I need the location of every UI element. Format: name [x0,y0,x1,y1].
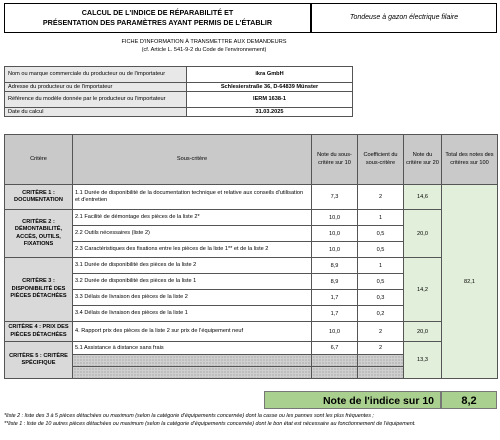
criterion-score: 20,0 [404,210,442,258]
footnote-list-2: *liste 2 : liste des 3 à 5 pièces détachées ou maximum (selon la catégorie d'équipements concernée) dont la casse ou les pannes sont les plus fréquentes ; [4,413,374,419]
table-row [5,210,498,226]
product-type: Tondeuse à gazon électrique filaire [311,3,497,33]
subcriterion-note: 1,7 [312,306,358,322]
subcriterion-label: 3.4 Délais de livraison des pièces de la liste 1 [73,306,312,322]
subcriterion-note: 7,3 [312,185,358,210]
empty-note [312,367,358,379]
subcriterion-coef: 0,2 [358,306,404,322]
total-score: 82,1 [442,185,498,379]
subcriterion-note: 10,0 [312,210,358,226]
subcriterion-note: 10,0 [312,322,358,342]
subcriterion-label: 4. Rapport prix des pièces de la liste 2 sur prix de l'équipement neuf [73,322,312,342]
info-value: Schlesierstraße 36, D-64839 Münster [187,83,353,92]
subcriterion-coef: 2 [358,322,404,342]
subcriterion-label: 2.1 Facilité de démontage des pièces de la liste 2* [73,210,312,226]
info-value: 31.03.2025 [187,108,353,117]
producer-info-table [4,66,353,117]
table-header [5,135,498,185]
criterion-score: 14,2 [404,258,442,322]
empty-coef [358,367,404,379]
criterion-label: CRITÈRE 3 : DISPONIBILITÉ DES PIÈCES DÉTACHÉES [5,258,73,322]
info-key: Référence du modèle donnée par le producteur ou l'importateur [5,92,187,108]
subcriterion-note: 8,9 [312,274,358,290]
subcriterion-coef: 1 [358,258,404,274]
col-note20: Note du critère sur 20 [404,135,442,185]
criterion-score: 14,6 [404,185,442,210]
table-row [5,322,498,342]
subcriterion-coef: 0,5 [358,242,404,258]
info-key: Nom ou marque commerciale du producteur ou de l'importateur [5,67,187,83]
col-note10: Note du sous-critère sur 10 [312,135,358,185]
subcriterion-coef: 0,5 [358,226,404,242]
final-score-value: 8,2 [441,391,497,409]
col-total: Total des notes des critères sur 100 [442,135,498,185]
sheet-line-1: FICHE D'INFORMATION À TRANSMETTRE AUX DEMANDEURS [121,39,287,45]
info-key: Adresse du producteur ou de l'importateur [5,83,187,92]
info-row [5,83,353,92]
table-row [5,342,498,355]
empty-coef [358,355,404,367]
subcriterion-note: 10,0 [312,242,358,258]
table-row [5,185,498,210]
subcriterion-coef: 1 [358,210,404,226]
criterion-label: CRITÈRE 4 : PRIX DES PIÈCES DÉTACHÉES [5,322,73,342]
info-value: IERM 1638-1 [187,92,353,108]
info-row [5,92,353,108]
info-row [5,67,353,83]
subcriterion-coef: 2 [358,185,404,210]
subcriterion-note: 1,7 [312,290,358,306]
subcriterion-label: 3.2 Durée de disponibilité des pièces de la liste 1 [73,274,312,290]
subcriterion-label: 3.1 Durée de disponibilité des pièces de la liste 2 [73,258,312,274]
title-line-2: PRÉSENTATION DES PARAMÈTRES AYANT PERMIS DE L'ÉTABLIR [42,17,273,27]
score-table [4,134,498,379]
table-row [5,258,498,274]
footnote-list-1: **liste 1 : liste de 10 autres pièces détachées ou maximum (selon la catégorie d'équipements concernée) dont le bon état est nécessaire au fonctionnement de l'équipement. [4,421,416,427]
empty-subcriterion [73,355,312,367]
criterion-score: 20,0 [404,322,442,342]
subcriterion-label: 2.3 Caractéristiques des fixations entre les pièces de la liste 1** et de la liste 2 [73,242,312,258]
criterion-score: 13,3 [404,342,442,379]
subcriterion-note: 6,7 [312,342,358,355]
subcriterion-label: 5.1 Assistance à distance sans frais [73,342,312,355]
criterion-label: CRITÈRE 2 : DÉMONTABILITÉ, ACCÈS, OUTILS, FIXATIONS [5,210,73,258]
final-score-label: Note de l'indice sur 10 [264,391,441,409]
info-key: Date du calcul [5,108,187,117]
col-sub: Sous-critère [73,135,312,185]
sheet-line-2: (cf. Article L. 541-9-2 du Code de l'environnement) [141,47,267,53]
subcriterion-label: 1.1 Durée de disponibilité de la documentation technique et relative aux conseils d'utilisation et d'entretien [73,185,312,210]
col-criteria: Critère [5,135,73,185]
info-value: ikra GmbH [187,67,353,83]
subcriterion-coef: 2 [358,342,404,355]
subcriterion-note: 8,9 [312,258,358,274]
report-title [4,3,311,33]
subcriterion-label: 2.2 Outils nécessaires (liste 2) [73,226,312,242]
info-row [5,108,353,117]
title-line-1: CALCUL DE L'INDICE DE RÉPARABILITÉ ET [81,8,234,17]
subcriterion-coef: 0,3 [358,290,404,306]
subcriterion-label: 3.3 Délais de livraison des pièces de la liste 2 [73,290,312,306]
col-coef: Coefficient du sous-critère [358,135,404,185]
info-sheet-heading [4,38,404,54]
criterion-label: CRITÈRE 1 : DOCUMENTATION [5,185,73,210]
empty-note [312,355,358,367]
criterion-label: CRITÈRE 5 : CRITÈRE SPÉCIFIQUE [5,342,73,379]
empty-subcriterion [73,367,312,379]
subcriterion-note: 10,0 [312,226,358,242]
final-score-bar [4,391,497,409]
subcriterion-coef: 0,5 [358,274,404,290]
